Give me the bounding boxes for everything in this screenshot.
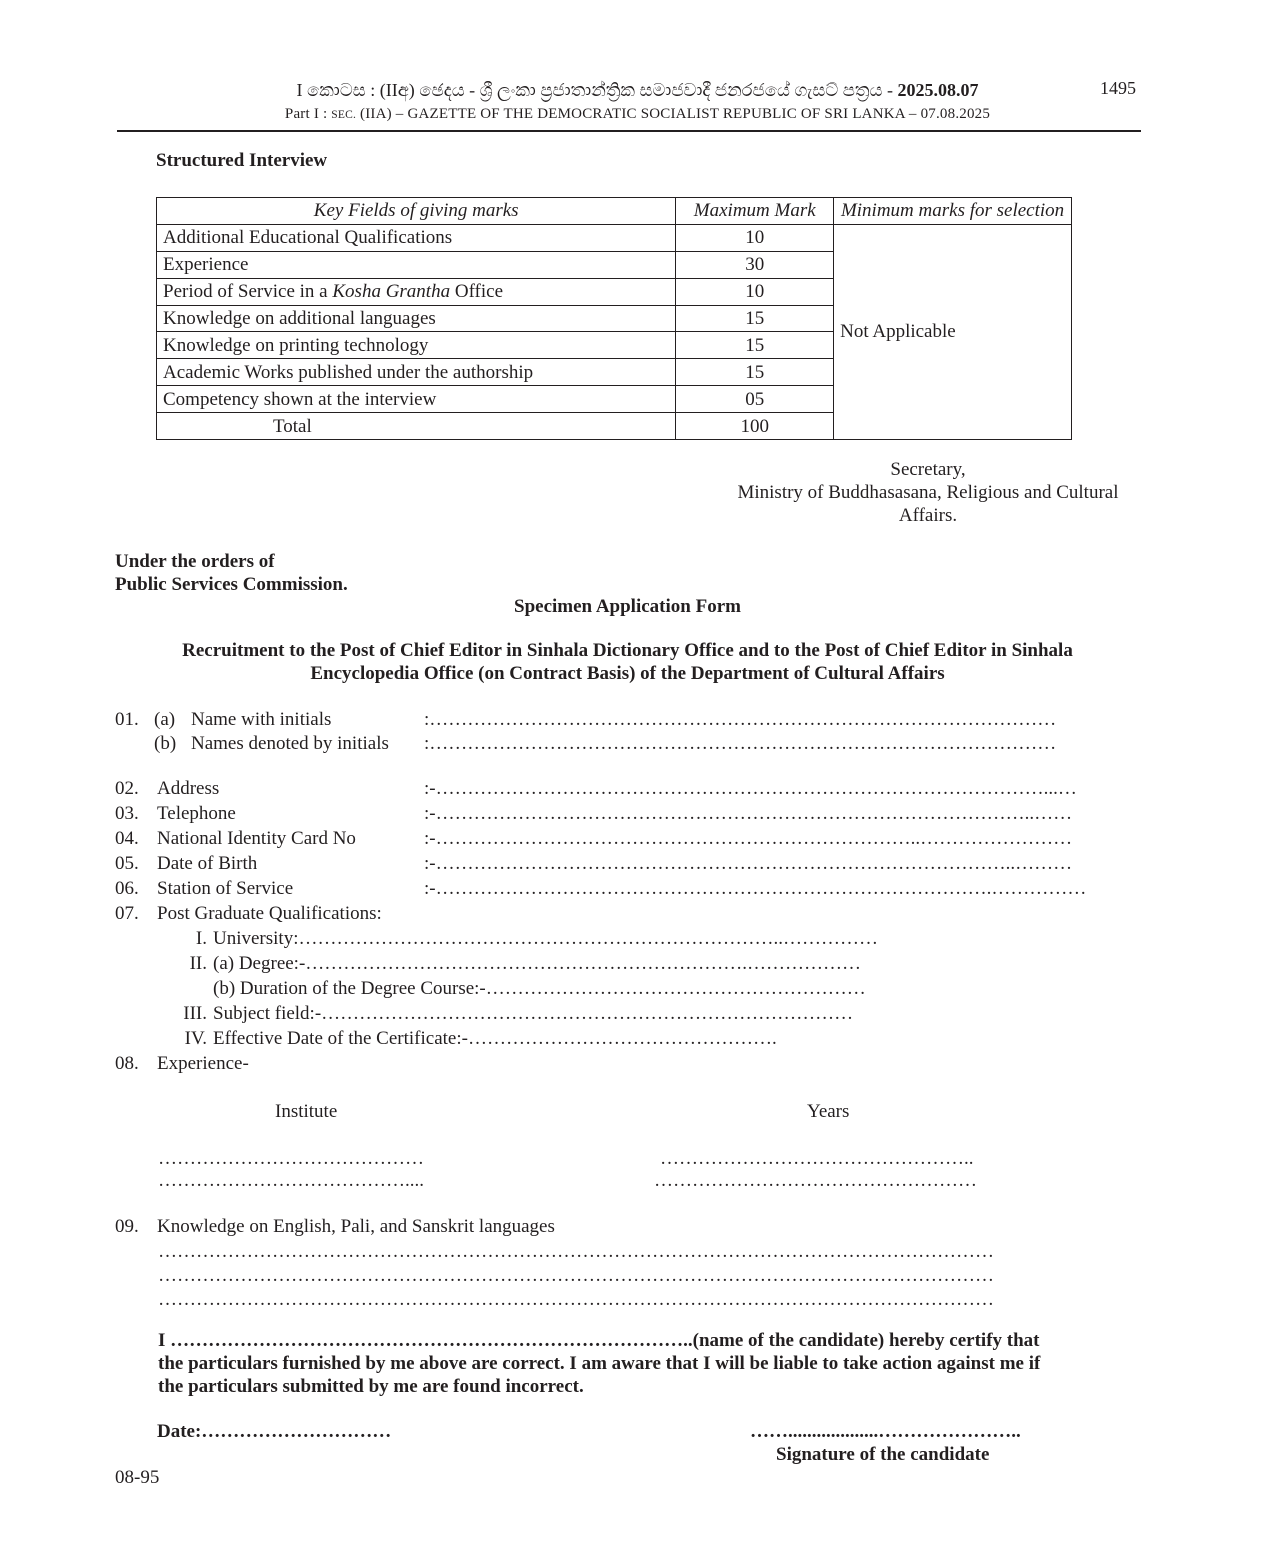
q08-number: 08. <box>115 1053 139 1074</box>
col-maximum-mark: Maximum Mark <box>676 198 834 225</box>
page-number: 1495 <box>1100 78 1136 98</box>
orders-line: Public Services Commission. <box>115 574 348 595</box>
q07-effective-date: Effective Date of the Certificate:-…………………………………………. <box>213 1028 777 1049</box>
institute-dots: …………………………………… <box>158 1148 424 1169</box>
signature-dots: ……...................………………….. <box>750 1421 1021 1442</box>
col-minimum-marks: Minimum marks for selection <box>834 198 1072 225</box>
field-cell: Competency shown at the interview <box>157 386 676 413</box>
q09-dots-line: …………………………………………………………………………………………………………………… <box>158 1265 994 1286</box>
certification-line3: the particulars submitted by me are found incorrect. <box>158 1376 584 1397</box>
header-sinhala-line <box>0 80 1275 101</box>
q06-number: 06. <box>115 878 139 899</box>
q07-number: 07. <box>115 903 139 924</box>
q03-number: 03. <box>115 803 139 824</box>
q07-label: Post Graduate Qualifications: <box>157 903 382 924</box>
signoff-line: Ministry of Buddhasasana, Religious and Cultural <box>737 482 1119 503</box>
field-cell <box>157 278 676 305</box>
certification-line2: the particulars furnished by me above are correct. I am aware that I will be liable to take action against me if <box>158 1353 1041 1374</box>
q07-ii-numeral: II. <box>189 953 207 974</box>
header-part-no: I : <box>313 106 328 122</box>
header-rule <box>117 130 1141 132</box>
q02-dots: :-……………………………………………………………………………………...… <box>424 778 1077 799</box>
q05-number: 05. <box>115 853 139 874</box>
max-cell: 15 <box>676 305 834 332</box>
max-cell: 05 <box>676 386 834 413</box>
col-years: Years <box>807 1101 850 1122</box>
header-part: Part <box>284 106 310 122</box>
q07-iv-numeral: IV. <box>184 1028 207 1049</box>
col-institute: Institute <box>275 1101 338 1122</box>
field-cell: Experience <box>157 251 676 278</box>
q07-university: University:…………………………………………………………………..…………… <box>213 928 878 949</box>
q01b-tag: (b) <box>154 733 177 754</box>
field-cell: Knowledge on printing technology <box>157 332 676 359</box>
q09-label: Knowledge on English, Pali, and Sanskrit languages <box>157 1216 555 1237</box>
q01a-tag: (a) <box>154 709 176 730</box>
q01-number: 01. <box>115 709 139 730</box>
certification-line1: I ………………………………………………………………………..(name of the candidate) hereby certify that <box>158 1330 1040 1351</box>
max-cell: 15 <box>676 332 834 359</box>
header-english-rest: (IIA) – GAZETTE OF THE DEMOCRATIC SOCIALIST REPUBLIC OF SRI LANKA – 07.08.2025 <box>360 106 991 122</box>
q07-subject-field: Subject field:-………………………………………………………………………… <box>213 1003 854 1024</box>
signoff-line: Secretary, <box>890 459 966 480</box>
q03-label: Telephone <box>157 803 236 824</box>
orders-block <box>115 550 348 596</box>
marks-table <box>156 197 1072 440</box>
q01a-dots: :……………………………………………………………………………………… <box>424 709 1057 730</box>
col-key-fields: Key Fields of giving marks <box>157 198 676 225</box>
q04-label: National Identity Card No <box>157 828 356 849</box>
q05-label: Date of Birth <box>157 853 258 874</box>
q09-dots-line: …………………………………………………………………………………………………………………… <box>158 1241 994 1262</box>
q04-dots: :-…………………………………………………………………..…………………… <box>424 828 1073 849</box>
q01b-label: Names denoted by initials <box>191 733 389 754</box>
q07-degree: (a) Degree:-…………………………………………………………….……………… <box>213 953 862 974</box>
total-value: 100 <box>676 413 834 440</box>
form-subtitle-line1: Recruitment to the Post of Chief Editor in Sinhala Dictionary Office and to the Post of Chief Editor in Sinhala <box>182 640 1073 661</box>
q07-iii-numeral: III. <box>183 1003 207 1024</box>
header-sinhala-text: I කොටස : (IIඅ) ඡෙදය - ශ්‍රී ලංකා ප්‍රජාතාන්ත්‍රික සමාජවාදී ජනරජයේ ගැසට් පත්‍රය - <box>296 80 893 100</box>
years-dots: ………………………………………….. <box>660 1148 974 1169</box>
header-sinhala-date: 2025.08.07 <box>897 80 979 100</box>
field-italic-text: Kosha Grantha <box>332 281 451 303</box>
q06-label: Station of Service <box>157 878 294 899</box>
signature-label: Signature of the candidate <box>776 1444 990 1465</box>
q06-dots: :-…………………………………………………………………………….…………… <box>424 878 1087 899</box>
form-title: Specimen Application Form <box>514 596 741 617</box>
years-dots: …………………………………………… <box>654 1170 977 1191</box>
max-cell: 30 <box>676 251 834 278</box>
field-cell: Academic Works published under the authorship <box>157 359 676 386</box>
q05-dots: :-………………………………………………………………………………..……… <box>424 853 1073 874</box>
table-header-row <box>157 198 1072 225</box>
q08-label: Experience- <box>157 1053 249 1074</box>
signoff-block <box>720 458 1136 527</box>
q01b-dots: :……………………………………………………………………………………… <box>424 733 1057 754</box>
form-subtitle-line2: Encyclopedia Office (on Contract Basis) of the Department of Cultural Affairs <box>310 663 945 684</box>
max-cell: 10 <box>676 224 834 251</box>
orders-line: Under the orders of <box>115 551 275 572</box>
max-cell: 15 <box>676 359 834 386</box>
q02-label: Address <box>157 778 220 799</box>
q04-number: 04. <box>115 828 139 849</box>
q01a-label: Name with initials <box>191 709 332 730</box>
field-cell: Additional Educational Qualifications <box>157 224 676 251</box>
max-cell: 10 <box>676 278 834 305</box>
signoff-line: Affairs. <box>898 505 958 526</box>
interview-heading: Structured Interview <box>156 150 328 171</box>
q02-number: 02. <box>115 778 139 799</box>
header-sec: SEC. <box>331 109 357 121</box>
q09-dots-line: …………………………………………………………………………………………………………………… <box>158 1289 994 1310</box>
institute-dots: ………………………………….... <box>158 1170 424 1191</box>
q03-dots: :-…………………………………………………………………………………..…… <box>424 803 1073 824</box>
field-cell: Knowledge on additional languages <box>157 305 676 332</box>
total-label: Total <box>157 413 676 440</box>
field-text: Office <box>450 281 504 303</box>
footer-code: 08-95 <box>115 1467 160 1488</box>
date-field: Date:………………………… <box>157 1421 392 1442</box>
min-cell: Not Applicable <box>834 224 1072 439</box>
q07-degree-duration: (b) Duration of the Degree Course:-…………………………………………………… <box>213 978 866 999</box>
q07-i-numeral: I. <box>195 928 207 949</box>
table-row <box>157 224 1072 251</box>
field-text: Period of Service in a <box>163 281 333 303</box>
header-english-line <box>0 106 1275 123</box>
q09-number: 09. <box>115 1216 139 1237</box>
